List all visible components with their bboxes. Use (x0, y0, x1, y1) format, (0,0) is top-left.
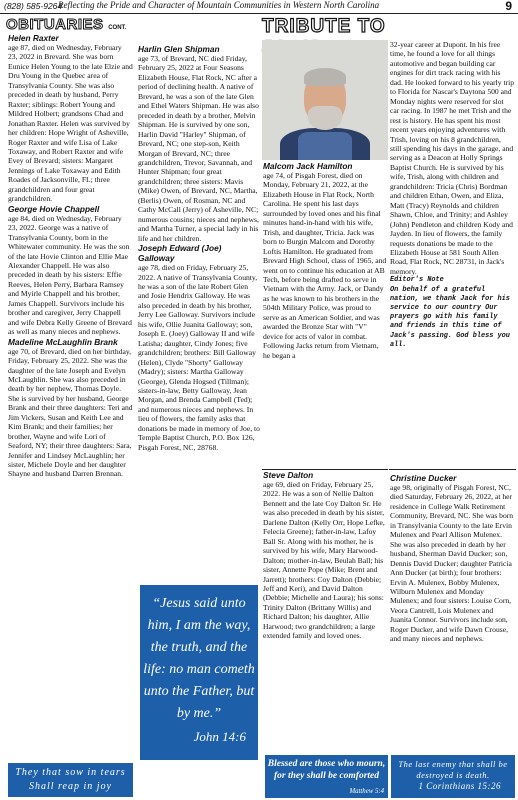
tribute-heading: TRIBUTE TO (262, 16, 386, 37)
verse-ref: Matthew 5:4 (349, 787, 384, 795)
tribute-cont-text: 32-year career at Dupont. In his free time, he found a love for all things automotive and began building car engines for dirt track racing with his dad. He looked forward to his yearly trip to Florida for Nascar's Daytona 500 and Monday nights were reserved for slot car racing. In 1987 he met Trish and the rest is history. He has spent his most recent years enjoying adventures with Trish, loving on his 8 grandchildren, still spending his days in the garage, and serving as a Deacon at Holly Springs Baptist Church. He is survived by his wife, Trish, along with children and grandchildren: Tricia (Chris) Bordman and children Ethan, Owen, and Eliza, Matt (Tracy) Reynolds and children Shawn, Chloe, and Trinity; and Ashley (John) Pendleton and children Kody and Jayden. In lieu of flowers, the family requests donations be made to the Elizabeth House at 581 South Allen Road, Flat Rock, NC 28731, in Jack's memory. (390, 40, 514, 276)
editor-note-text: On behalf of a grateful nation, we thank Jack for his service to our country Our prayers go with his family and friends in this time of Jack's passing. God bless you all. (390, 285, 510, 349)
photo-hair (304, 68, 346, 86)
column-3 (263, 470, 387, 755)
tribute-name: Malcom Jack Hamilton (263, 161, 353, 171)
verse-mourn-box (265, 755, 388, 798)
obituaries-title: OBITUARIES (6, 16, 104, 33)
verse-sow-box (8, 763, 133, 797)
header-phone: (828) 585-9264 (4, 1, 63, 11)
obituaries-cont: CONT. (108, 25, 127, 31)
header-motto: Reflecting the Pride and Character of Mountain Communities in Western North Carolina (58, 0, 380, 10)
obit-name: Christine Ducker (390, 473, 457, 483)
obit-text: age 69, died on Friday, February 25, 2022. He was a son of Nellie Dalton Bennett and the late Coy Dalton Sr. He was also preceded in death by his sister, Darlene Dalton (Kelly Orr, Hope Lefke, Felecia Greene); father-in-law, Lafoy Ball Sr. Along with his mother, he is survived by his wife, Mary Harwood-Dalton; mother-in-law, Beulah Ball; his sister, Annette Pope (Mike; Brent and Jarrett); brothers: Coy Dalton (Debbie; Jeff and Keri), and David Dalton (Debbie; Michelle and Laura); his sons: Trinity Dalton (Brittany Willis) and Richard Dalton; his daughter, Allie Harwood; two grandchildren; a large extended family and loved ones. (263, 480, 385, 641)
verse-enemy-box (391, 755, 515, 798)
obit-text: age 84, died on Wednesday, February 23, 2022. George was a native of Transylvania County, born in the Whitewater community. He was the son of the late Hovie Clinton and Ellie Mae Alexander Chappell. He was also preceded in death by his sisters: Effie Reeves, Helen Perry, Barbara Ramsey and Myirle Chappell and his brother, James Chappell. Survivors include his brother and caregiver, Jerry Chappell and wife Debra Kelly Greene of Brevard as well as many nieces and nephews. (8, 213, 132, 337)
verse-text: They that sow in tears Shall reap in joy (15, 767, 126, 792)
obit-text: age 73, of Brevard, NC died Friday, February 25, 2022 at Four Seasons Elizabeth House, Flat Rock, NC after a period of declining health. A native of Brevard, he was a son of the late Glen and Ethel Waters Shipman. He was also preceded in death by a brother, Melvin Shipman. He is survived by one son, Harlin David "Harley" Shipman, of Brevard, NC; one step-son, Keith Morgan of Brevard, NC; three grandchildren, Trevor, Savannah, and Hunter Shipman; four great grandchildren; three sisters: Mavis (Mike) Owen, of Brevard, NC, Martha, (Berlis) Owen, of Rosman, NC and Cathy McCall (Jerry) of Asheville, NC; numerous cousins; nieces and nephews, and Martha Turner, a special lady in his life and her children. (138, 54, 259, 243)
obit-text: age 87, died on Wednesday, February 23, 2022 in Brevard. She was born Eunice Helen Young to the late Elzie and Dru Young in the Quebec area of Transylvania County. She was also preceded in death by husband, Perry Raxter; siblings: Robert Young and Mildred Holbert; grandsons Chad and Jonathan Raxter. Helen was survived by her children: Hope Wright of Asheville, Roger Raxter and wife Lisa of Lake Toxaway, and Robert Raxter and wife Evey of Brevard; sisters: Margaret Jennings of Lake Toxaway and Edith Roades of Jacksonville, FL; three grandchildren and four great grandchildren. (8, 43, 133, 204)
obit-name: Madeline McLaughlin Brank (8, 336, 118, 347)
verse-text: Blessed are those who mourn, for they shall be comforted (267, 759, 386, 781)
obit-text: age 70, of Brevard, died on her birthday, Friday, February 25, 2022. She was the daughter of the late Joseph and Evelyn McLaughlin. She was also preceded in death by her nephew, Thomas Doyle. She is survived by her husband, George Brank and their three daughters: Teri and Jim Vickers, Susan and Keith Lee and Kim Brank; and their families; her brother, Wayne and wife Lori of Seaford, NY; their three daughters: Sara, Jennifer and Lindsey McLaughlin; her sister, Michele Doyle and her daughter Shayne and husband Darren Brennan. (8, 346, 133, 479)
editor-note-label: Editor's Note (390, 276, 444, 285)
obit-name: George Hovie Chappell (8, 203, 100, 214)
obituaries-heading (6, 16, 134, 33)
verse-john-box (140, 585, 258, 760)
tribute-continued (390, 40, 514, 470)
obit-text: age 98, originally of Pisgah Forest, NC, died Saturday, February 26, 2022, at her residence in College Walk Retirement Community, Brevard, NC. She was born in Transylvania County to the late Ervin Mulenex and Pearl Allison Mulenex. She was also preceded in death by her husband, Sherman David Ducker; son, Dennis David Ducker; daughter Patricia Ann Ducker (at birth); four brothers: Ervin A. Mulenex, Bobby Mulenex, Wilburn Mulenex and Monday Mulenex; and four sisters: Louise Corn, Veora Cantrell, Lois Mulenex and Juanita Connor. Survivors include son, Roger Ducker, and wife Dawn Crouse, and many nieces and nephews. (390, 483, 514, 644)
column-4 (390, 473, 514, 753)
page-header (0, 0, 518, 14)
photo-shirt-inner (298, 132, 352, 160)
page-number: 9 (505, 0, 512, 13)
obit-name: Helen Raxter (8, 33, 59, 43)
obit-name: Joseph Edward (Joe) Galloway (138, 243, 222, 264)
portrait-photo (262, 40, 388, 160)
tribute-body (263, 161, 387, 360)
verse-text: The last enemy that shall be destroyed is death. (398, 759, 508, 780)
tribute-text: age 74, of Pisgah Forest, died on Monday, February 21, 2022, at the Elizabeth House in Flat Rock, North Carolina. He spent his last days surrounded by loved ones and his final minutes hand-in-hand with his wife, Trish, and daughter, Tricia. Jack was born to Burgin Malcom and Dorothy Loftis Hamilton. He graduated from Brevard High School, class of 1965, and went on to continue his education at AB Tech, before being drafted to serve in Vietnam with the Army. Jack, or Dandy as he was known to his brothers in the 504th Military Police, was proud to serve as an American Soldier, and was awarded the Bronze Star with "V" device for acts of valor in combat. Following Jacks return from Vietnam, he began a (263, 171, 387, 360)
column-2 (138, 44, 260, 589)
obit-name: Harlin Glen Shipman (138, 44, 220, 54)
obit-text: age 78, died on Friday, February 25, 2022. A native of Transylvania County, he was a son of the late Robert Glen and Josie Hendrix Galloway. He was also preceded in death by his brother, Jerry Lee Galloway. Survivors include his wife, Ollie Juanita Galloway; son, Joseph E. (Joey) Galloway II and wife Latisha; daughter, Cindy Jones; five grandchildren; brothers: Bill Galloway (Helen), Clyde "Shorty" Galloway (Madry); sisters: Martha Galloway (George), Glenda Hogsed (Tillman); sisters-in-law, Betty Galloway, Jean Morgan, and Brenda Campbell (Ted); and numerous nieces and nephews. In lieu of flowers, the family asks that donations be made in memory of Joe, to Temple Baptist Church, P.O. Box 126, Pisgah Forest, NC, 28768. (138, 263, 260, 452)
column-1 (8, 33, 133, 758)
verse-text: “Jesus said unto him, I am the way, the truth, and the life: no man cometh unto the Father, but by me.” (143, 596, 255, 721)
verse-ref: John 14:6 (193, 729, 246, 744)
divider (389, 469, 516, 470)
photo-beard (308, 106, 342, 130)
obit-name: Steve Dalton (263, 470, 314, 480)
verse-ref: 1 Corinthians 15:26 (418, 781, 501, 791)
